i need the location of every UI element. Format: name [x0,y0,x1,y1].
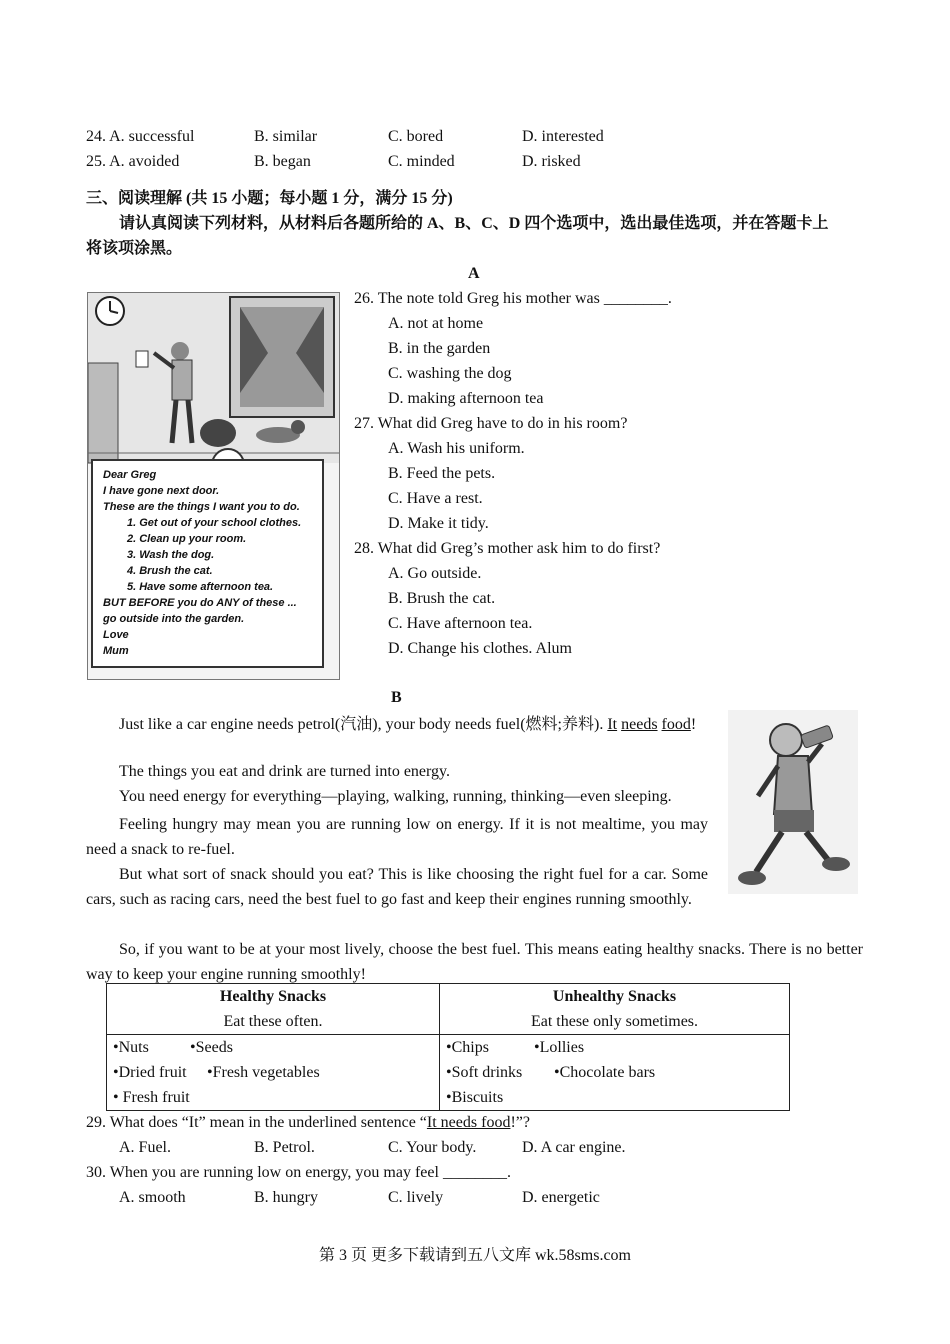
q30-stem: 30. When you are running low on energy, you may feel ________. [86,1164,511,1181]
underlined-food: food [661,716,691,733]
q24-option-a: 24. A. successful [86,128,195,145]
q27-option-c: C. Have a rest. [388,490,483,507]
note-illustration [87,292,340,680]
list-item: •Fresh vegetables [207,1064,320,1081]
snack-table [106,983,790,1111]
passage-b-paragraph-5: But what sort of snack should you eat? This is like choosing the right fuel for a car. Some cars, such as racing cars, need the best fuel to go fast and keep their engines running smoothly. [86,866,708,908]
unhealthy-subtitle: Eat these only sometimes. [530,1013,699,1030]
q29-stem [86,1113,530,1133]
q28-option-d: D. Change his clothes. Alum [388,640,572,657]
healthy-subtitle: Eat these often. [223,1013,323,1030]
paragraph-end: ! [690,716,697,733]
note-line: go outside into the garden. [103,613,245,625]
list-item: •Nuts [113,1039,149,1056]
q26-option-c: C. washing the dog [388,365,512,382]
q28-option-b: B. Brush the cat. [388,590,496,607]
passage-b-paragraph-3: You need energy for everything—playing, walking, running, thinking—even sleeping. [119,788,672,805]
table-row [107,984,790,1035]
q29-option-d: D. A car engine. [522,1139,626,1156]
q30-option-d: D. energetic [522,1189,600,1206]
q30-option-a: A. smooth [119,1189,186,1206]
q25-option-b: B. began [254,153,311,170]
q24-option-b: B. similar [254,128,318,145]
mum-note [91,459,324,668]
list-item: •Seeds [190,1039,233,1056]
page-footer: 第 3 页 更多下载请到五八文库 wk.58sms.com [318,1247,631,1264]
q24-option-d: D. interested [522,128,604,145]
q27-option-d: D. Make it tidy. [388,515,489,532]
q30-option-b: B. hungry [254,1189,318,1206]
q26-option-a: A. not at home [388,315,484,332]
healthy-items-cell [107,1035,440,1111]
q27-option-b: B. Feed the pets. [388,465,496,482]
runner-drinking-image [728,710,858,894]
note-line: 1. Get out of your school clothes. [127,517,302,529]
list-item: • Fresh fruit [113,1089,190,1106]
note-line: Dear Greg [103,469,157,481]
passage-b-paragraph-1 [86,712,708,737]
note-line: 2. Clean up your room. [127,533,247,545]
q29-option-c: C. Your body. [388,1139,477,1156]
q26-stem: 26. The note told Greg his mother was ________. [354,290,672,307]
q25-option-a: 25. A. avoided [86,153,180,170]
q29-stem-end: !”? [510,1114,530,1131]
note-line: 5. Have some afternoon tea. [127,581,274,593]
note-line: I have gone next door. [103,485,220,497]
q28-option-c: C. Have afternoon tea. [388,615,533,632]
note-line: These are the things I want you to do. [103,501,300,513]
unhealthy-items-cell [440,1035,790,1111]
list-item: •Chips [446,1039,489,1056]
passage-b-label: B [391,689,402,706]
note-line: 3. Wash the dog. [127,549,215,561]
passage-a-label: A [468,265,480,282]
passage-b-paragraph-4: Feeling hungry may mean you are running low on energy. If it is not mealtime, you may need a snack to re-fuel. [86,816,708,858]
q29-option-a: A. Fuel. [119,1139,171,1156]
paragraph-text: Just like a car engine needs petrol(汽油), your body needs fuel(燃料;养料). [119,716,608,733]
note-line: BUT BEFORE you do ANY of these ... [103,597,297,609]
unhealthy-title: Unhealthy Snacks [552,988,677,1005]
healthy-header-cell [107,984,440,1035]
list-item: •Chocolate bars [554,1064,656,1081]
section-instructions-2: 将该项涂黑。 [86,240,183,257]
q25-option-d: D. risked [522,153,581,170]
list-item: •Soft drinks [446,1064,523,1081]
note-line: Mum [103,645,129,657]
q26-option-b: B. in the garden [388,340,491,357]
note-line: Love [103,629,129,641]
unhealthy-header-cell [440,984,790,1035]
underlined-needs: needs [621,716,658,733]
q25-option-c: C. minded [388,153,455,170]
q29-underlined: It needs food [426,1114,511,1131]
note-line: 4. Brush the cat. [127,565,213,577]
q29-stem-text: 29. What does “It” mean in the underlined sentence “ [86,1114,427,1131]
underlined-it: It [607,716,618,733]
q27-stem: 27. What did Greg have to do in his room? [354,415,628,432]
passage-b-paragraph-2: The things you eat and drink are turned into energy. [119,763,451,780]
section-instructions-1: 请认真阅读下列材料，从材料后各题所给的 A、B、C、D 四个选项中，选出最佳选项，并在答题卡上 [119,215,829,232]
q29-option-b: B. Petrol. [254,1139,315,1156]
list-item: •Biscuits [446,1089,504,1106]
q24-option-c: C. bored [388,128,444,145]
q27-option-a: A. Wash his uniform. [388,440,525,457]
q28-option-a: A. Go outside. [388,565,482,582]
table-row [107,1035,790,1111]
healthy-title: Healthy Snacks [219,988,327,1005]
section-heading: 三、阅读理解 (共 15 小题；每小题 1 分，满分 15 分) [86,190,453,207]
passage-b-paragraph-6: So, if you want to be at your most lively, choose the best fuel. This means eating healthy snacks. There is no better way to keep your engine running smoothly! [86,941,863,983]
q26-option-d: D. making afternoon tea [388,390,544,407]
q28-stem: 28. What did Greg’s mother ask him to do first? [354,540,661,557]
list-item: •Dried fruit [113,1064,187,1081]
q30-option-c: C. lively [388,1189,444,1206]
list-item: •Lollies [534,1039,585,1056]
